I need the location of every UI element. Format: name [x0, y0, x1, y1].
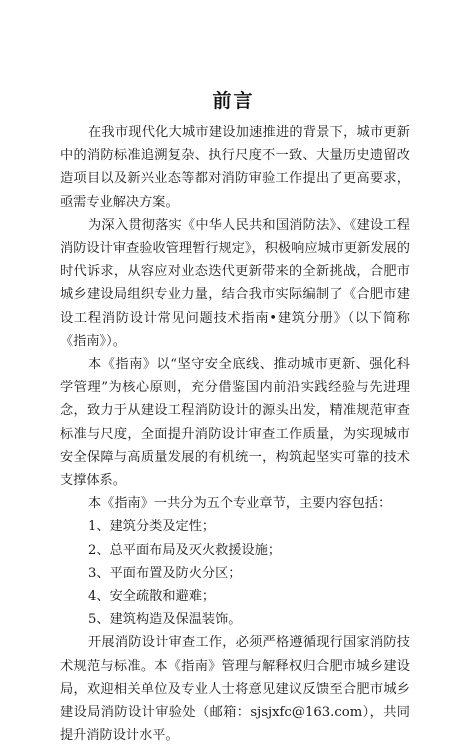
paragraph-principles: 本《指南》以“坚守安全底线、推动城市更新、强化科学管理”为核心原则，充分借鉴国内前沿实践经验与先进理念，致力于从建设工程消防设计的源头出发，精准规范审查标准与尺度，全面提升消防设计审查工作质量，为实现城市安全保障与高质量发展的有机统一，构筑起坚实可靠的技术支撑体系。 [60, 357, 410, 489]
paragraph-closing: 开展消防设计审查工作，必须严格遵循现行国家消防技术规范与标准。本《指南》管理与解释权归合肥市城乡建设局，欢迎相关单位及专业人士将意见建议反馈至合肥市城乡建设局消防设计审验处（邮箱：sjsjxfc@163.com），共同提升消防设计水平。 [60, 635, 410, 744]
paragraph-purpose: 为深入贯彻落实《中华人民共和国消防法》、《建设工程消防设计审查验收管理暂行规定》，积极响应城市更新发展的时代诉求，从容应对业态迭代更新带来的全新挑战，合肥市城乡建设局组织专业力量，结合我市实际编制了《合肥市建设工程消防设计常见问题技术指南•建筑分册》（以下简称《指南》）。 [60, 217, 410, 349]
list-item: 1、建筑分类及定性； [88, 519, 216, 535]
list-item: 5、建筑构造及保温装饰。 [88, 612, 242, 628]
document-body [60, 121, 410, 747]
paragraph-contents-intro: 本《指南》一共分为五个专业章节，主要内容包括： [88, 496, 392, 512]
list-item: 4、安全疏散和避难； [88, 589, 216, 605]
page-title: 前言 [212, 90, 255, 112]
paragraph-background: 在我市现代化大城市建设加速推进的背景下，城市更新中的消防标准追溯复杂、执行尺度不一致、大量历史遗留改造项目以及新兴业态等都对消防审验工作提出了更高要求，亟需专业解决方案。 [60, 125, 410, 210]
list-item: 3、平面布置及防火分区； [88, 565, 242, 581]
chapter-list [60, 515, 410, 631]
list-item: 2、总平面布局及灭火救援设施； [88, 542, 282, 558]
